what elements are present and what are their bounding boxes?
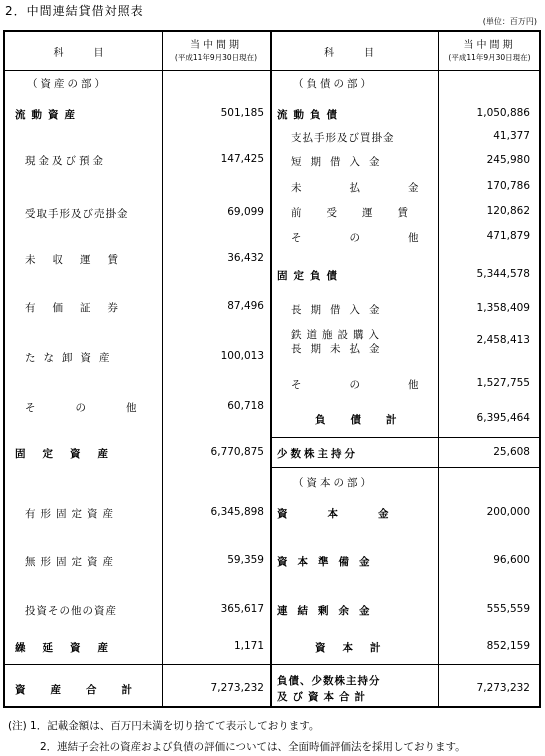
liability-label: 長期借入金 xyxy=(291,304,389,316)
assets-total-value: 7,273,232 xyxy=(210,682,264,694)
minority-label: 少数株主持分 xyxy=(277,448,358,460)
equity-value: 200,000 xyxy=(486,506,530,518)
equity-total-value: 852,159 xyxy=(486,640,530,652)
liability-value: 170,786 xyxy=(486,180,530,192)
asset-value: 6,770,875 xyxy=(210,446,264,458)
liability-value: 120,862 xyxy=(486,205,530,217)
asset-value: 6,345,898 xyxy=(210,506,264,518)
asset-value: 147,425 xyxy=(220,153,264,165)
equity-total-label: 資本計 xyxy=(315,642,398,654)
page-title: 2．中間連結貸借対照表 xyxy=(5,4,144,18)
equity-section-label: （資本の部） xyxy=(293,477,374,489)
asset-value: 36,432 xyxy=(227,252,264,264)
header-divider xyxy=(5,70,539,71)
asset-value: 59,359 xyxy=(227,554,264,566)
liabilities-total-value: 6,395,464 xyxy=(476,412,530,424)
grand-total-label-line2: 及び資本合計 xyxy=(277,691,370,703)
col-divider-center xyxy=(270,32,272,706)
asset-value: 1,171 xyxy=(233,640,264,652)
row-divider xyxy=(270,437,539,438)
equity-value: 555,559 xyxy=(486,603,530,615)
liability-label: その他 xyxy=(291,232,467,244)
asset-label: 繰延資産 xyxy=(15,642,125,654)
asset-value: 87,496 xyxy=(227,300,264,312)
liability-label-line2: 長期未払金 xyxy=(291,343,389,355)
liability-label: 固定負債 xyxy=(277,270,343,282)
asset-label: 流動資産 xyxy=(15,109,81,121)
grand-total-value: 7,273,232 xyxy=(476,682,530,694)
asset-label: 無形固定資産 xyxy=(25,556,118,568)
liability-label: その他 xyxy=(291,379,467,391)
liability-value: 1,358,409 xyxy=(476,302,530,314)
note-1: (注) 1．記載金額は、百万円未満を切り捨てて表示しております。 xyxy=(8,720,320,732)
equity-label: 資本金 xyxy=(277,508,429,520)
row-divider xyxy=(270,467,539,468)
asset-label: 受取手形及び売掛金 xyxy=(25,208,129,220)
asset-label: たな卸資産 xyxy=(25,352,118,364)
header-period-sub-right: (平成11年9月30日現在) xyxy=(448,53,531,62)
equity-value: 96,600 xyxy=(493,554,530,566)
header-period-right: 当中間期 xyxy=(463,40,516,51)
asset-value: 100,013 xyxy=(220,350,264,362)
liability-label: 支払手形及び買掛金 xyxy=(291,132,395,144)
asset-value: 69,099 xyxy=(227,206,264,218)
asset-label: 有形固定資産 xyxy=(25,508,118,520)
liability-value: 2,458,413 xyxy=(476,334,530,346)
assets-section-label: （資産の部） xyxy=(27,78,108,90)
liability-label: 流動負債 xyxy=(277,109,343,121)
asset-value: 60,718 xyxy=(227,400,264,412)
liabilities-section-label: （負債の部） xyxy=(293,78,374,90)
equity-label: 連結剰余金 xyxy=(277,605,380,617)
liability-value: 41,377 xyxy=(493,130,530,142)
header-period-left: 当中間期 xyxy=(190,40,242,51)
header-subject-left: 科 目 xyxy=(53,48,114,59)
liability-value: 5,344,578 xyxy=(476,268,530,280)
asset-label: 現金及び預金 xyxy=(25,155,106,167)
grand-total-label: 負債、少数株主持分 xyxy=(277,675,381,687)
asset-label: 固定資産 xyxy=(15,448,125,460)
liability-value: 471,879 xyxy=(486,230,530,242)
asset-label: その他 xyxy=(25,402,177,414)
asset-value: 365,617 xyxy=(220,603,264,615)
liability-label: 短期借入金 xyxy=(291,156,389,168)
total-divider xyxy=(5,664,539,665)
note-2: 2．連結子会社の資産および負債の評価については、全面時価評価法を採用しております。 xyxy=(40,741,466,753)
asset-label: 有価証券 xyxy=(25,302,135,314)
header-subject-right: 科 目 xyxy=(324,48,384,59)
unit-label: (単位：百万円) xyxy=(482,17,537,26)
liability-label: 鉄道施設購入 xyxy=(291,329,384,341)
liability-label: 未払金 xyxy=(291,182,467,194)
liability-label: 前受運賃 xyxy=(291,207,433,219)
minority-value: 25,608 xyxy=(493,446,530,458)
asset-value: 501,185 xyxy=(220,107,264,119)
assets-total-label: 資産合計 xyxy=(15,684,157,696)
liability-value: 245,980 xyxy=(486,154,530,166)
equity-label: 資本準備金 xyxy=(277,556,380,568)
header-period-sub-left: (平成11年9月30日現在) xyxy=(174,53,258,62)
balance-sheet-table xyxy=(3,30,541,708)
liabilities-total-label: 負債計 xyxy=(315,414,422,426)
liability-value: 1,050,886 xyxy=(476,107,530,119)
liability-value: 1,527,755 xyxy=(476,377,530,389)
asset-label: 投資その他の資産 xyxy=(25,605,117,617)
asset-label: 未収運賃 xyxy=(25,254,135,266)
